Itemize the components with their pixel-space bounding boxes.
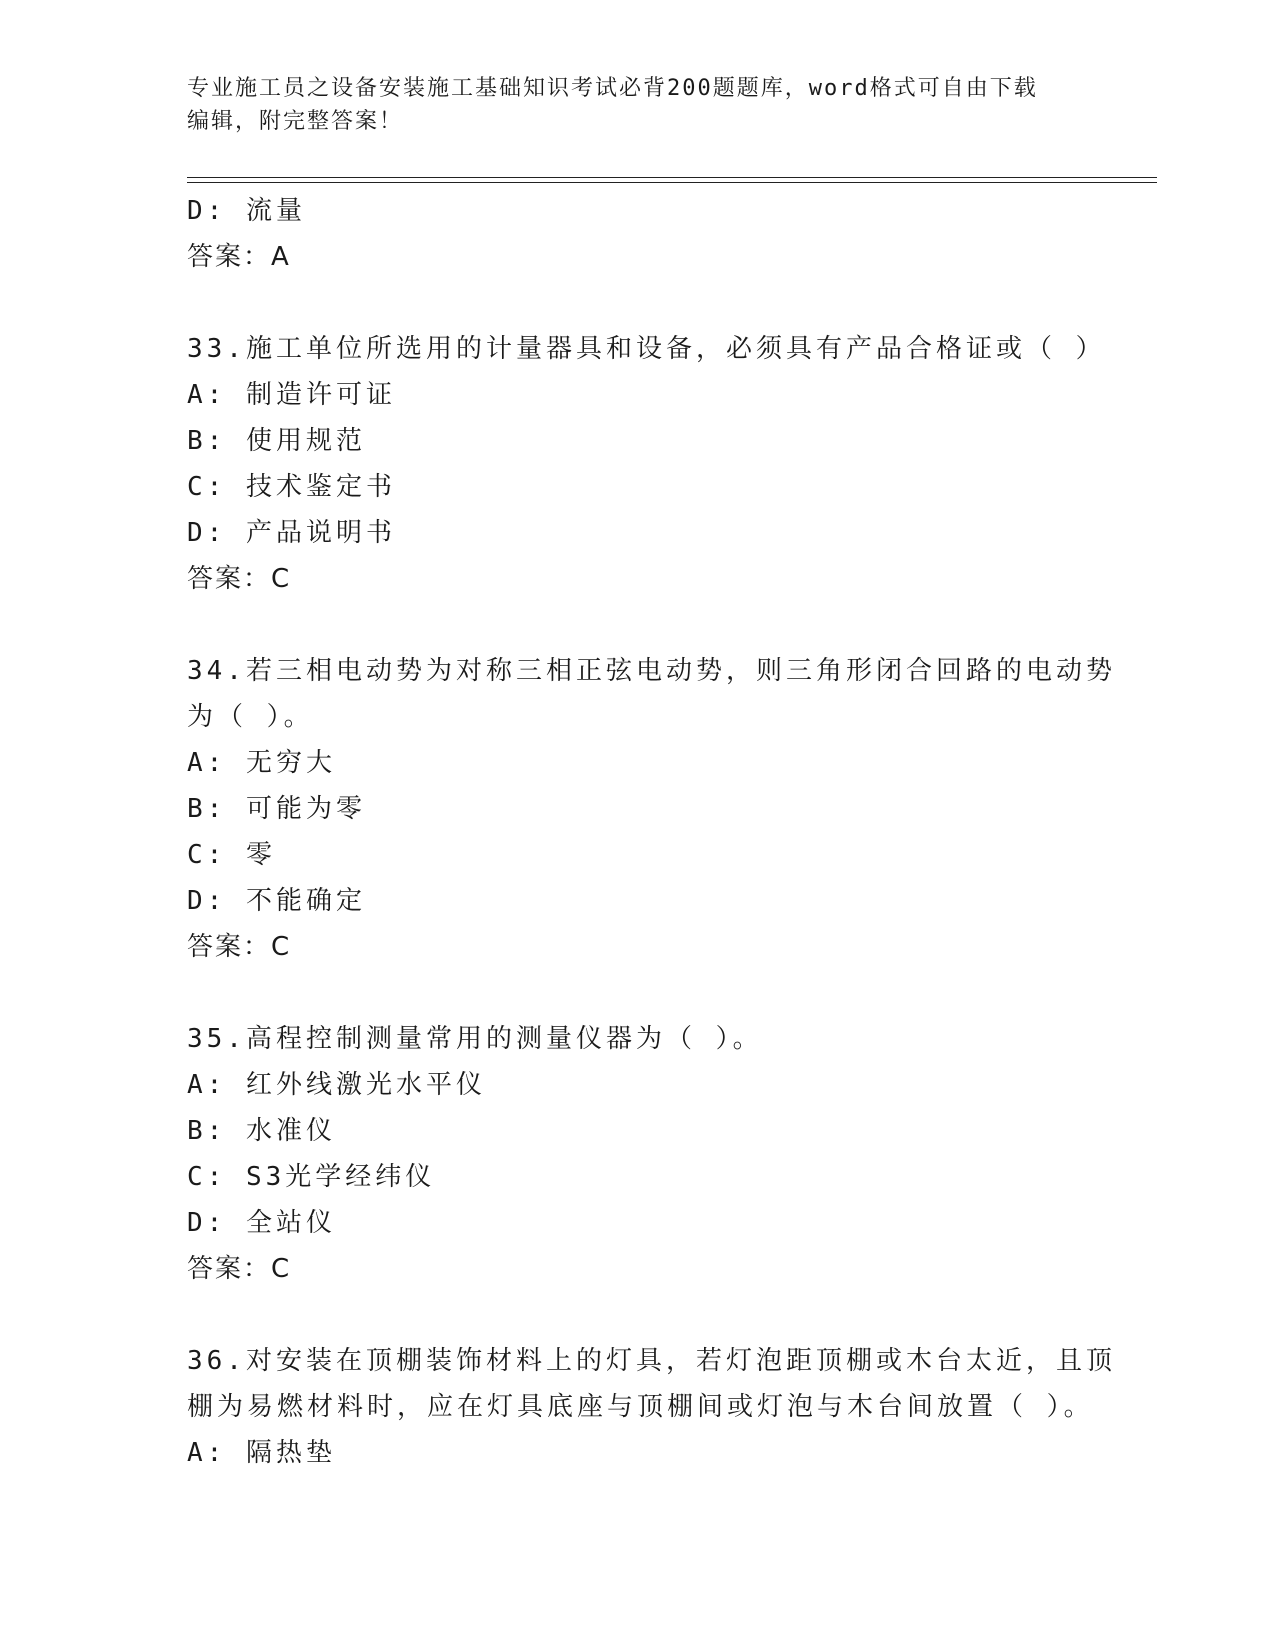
question-35-text: 35.高程控制测量常用的测量仪器为（ ）。 — [187, 1024, 763, 1054]
question-33-option-a: A: 制造许可证 — [187, 380, 396, 410]
header-divider-bottom — [187, 182, 1157, 183]
question-35-option-a: A: 红外线激光水平仪 — [187, 1070, 486, 1100]
spacer — [187, 602, 1087, 648]
header-line-2: 编辑，附完整答案！ — [187, 109, 404, 134]
question-34-option-a: A: 无穷大 — [187, 748, 336, 778]
question-33-answer: 答案：C — [187, 564, 292, 594]
question-33 — [187, 326, 1106, 602]
question-34-answer: 答案：C — [187, 932, 292, 962]
question-35-option-d: D: 全站仪 — [187, 1208, 336, 1238]
question-35-option-c: C: S3光学经纬仪 — [187, 1162, 436, 1192]
document-header — [187, 72, 1067, 138]
question-33-option-d: D: 产品说明书 — [187, 518, 396, 548]
question-34 — [187, 648, 1116, 970]
spacer — [187, 1292, 1087, 1338]
question-33-option-b: B: 使用规范 — [187, 426, 366, 456]
question-34-text-line-1: 34.若三相电动势为对称三相正弦电动势，则三角形闭合回路的电动势 — [187, 656, 1116, 686]
question-34-option-d: D: 不能确定 — [187, 886, 366, 916]
question-33-text: 33.施工单位所选用的计量器具和设备，必须具有产品合格证或（ ） — [187, 334, 1106, 364]
question-34-option-b: B: 可能为零 — [187, 794, 366, 824]
spacer — [187, 970, 1087, 1016]
question-34-text-line-2: 为（ ）。 — [187, 702, 314, 732]
header-line-1: 专业施工员之设备安装施工基础知识考试必背200题题库，word格式可自由下载 — [187, 76, 1038, 101]
question-35-option-b: B: 水准仪 — [187, 1116, 336, 1146]
header-divider-top — [187, 177, 1157, 178]
question-36-text-line-2: 棚为易燃材料时，应在灯具底座与顶棚间或灯泡与木台间放置（ ）。 — [187, 1392, 1094, 1422]
question-36-option-a: A: 隔热垫 — [187, 1438, 336, 1468]
question-33-option-c: C: 技术鉴定书 — [187, 472, 396, 502]
question-36 — [187, 1338, 1116, 1476]
prev-option-d: D: 流量 — [187, 196, 306, 226]
question-34-option-c: C: 零 — [187, 840, 276, 870]
question-35-answer: 答案：C — [187, 1254, 292, 1284]
document-body — [187, 188, 1116, 1476]
spacer — [187, 280, 1087, 326]
prev-answer: 答案：A — [187, 242, 291, 272]
question-35 — [187, 1016, 1087, 1292]
question-36-text-line-1: 36.对安装在顶棚装饰材料上的灯具，若灯泡距顶棚或木台太近，且顶 — [187, 1346, 1116, 1376]
